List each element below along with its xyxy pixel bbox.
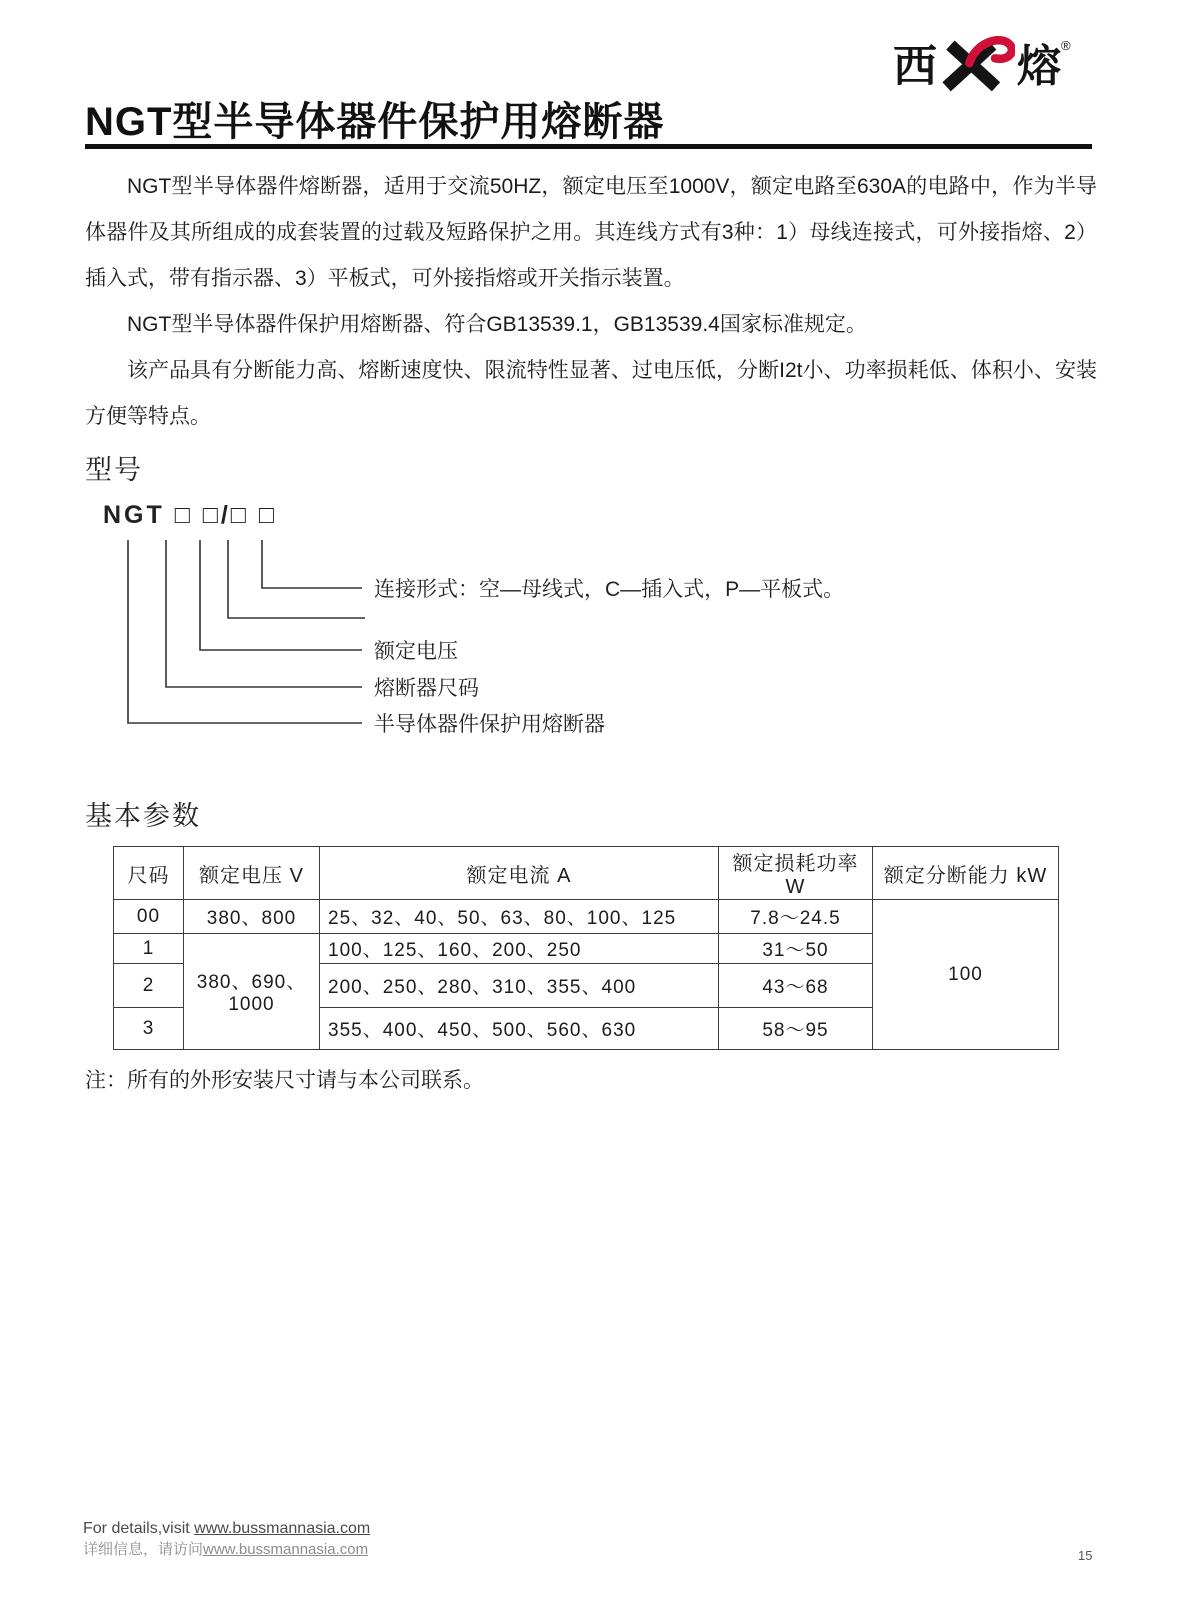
col-header-size: 尺码 [114,847,184,900]
logo-xr-monogram-icon [939,36,1015,99]
col-header-breaking-capacity: 额定分断能力 kW [873,847,1059,900]
model-code: NGT □ □/□ □ [103,501,277,529]
cell-current: 200、250、280、310、355、400 [320,964,719,1008]
cell-size: 1 [114,934,184,964]
cell-current: 25、32、40、50、63、80、100、125 [320,900,719,934]
footer-cn-link[interactable]: www.bussmannasia.com [203,1541,369,1558]
model-section-heading: 型号 [85,455,143,485]
diagram-label-product-type: 半导体器件保护用熔断器 [374,713,605,736]
cell-voltage: 380、690、1000 [184,934,320,1050]
table-note: 注：所有的外形安装尺寸请与本公司联系。 [85,1069,484,1092]
page-title: NGT型半导体器件保护用熔断器 [85,100,665,144]
col-header-current: 额定电流 A [320,847,719,900]
cell-power: 31～50 [719,934,873,964]
cell-size: 2 [114,964,184,1008]
params-section-heading: 基本参数 [85,801,201,831]
table-row [114,900,1059,934]
cell-current: 355、400、450、500、560、630 [320,1008,719,1050]
footer-en-link[interactable]: www.bussmannasia.com [194,1520,371,1537]
brand-logo [893,38,1071,96]
cell-size: 3 [114,1008,184,1050]
cell-size: 00 [114,900,184,934]
intro-paragraph-3: 该产品具有分断能力高、熔断速度快、限流特性显著、过电压低，分断I2t小、功率损耗低、体积小、安装方便等特点。 [85,359,1097,428]
intro-paragraph-1: NGT型半导体器件熔断器，适用于交流50HZ，额定电压至1000V，额定电路至630A的电路中，作为半导体器件及其所组成的成套装置的过载及短路保护之用。其连线方式有3种：1）母线连接式，可外接指熔、2）插入式，带有指示器、3）平板式，可外接指熔或开关指示装置。 [85,175,1097,290]
cell-current: 100、125、160、200、250 [320,934,719,964]
page-footer [83,1518,370,1560]
footer-cn-text: 详细信息，请访问 [83,1541,204,1558]
diagram-label-fuse-size: 熔断器尺码 [374,677,479,700]
intro-paragraph-2: NGT型半导体器件保护用熔断器、符合GB13539.1，GB13539.4国家标准规定。 [127,313,867,336]
footer-en-text: For details,visit [83,1520,195,1537]
basic-params-table [113,846,1059,1050]
page-number: 15 [1078,1548,1093,1563]
footer-line-cn [83,1539,370,1560]
col-header-voltage: 额定电压 V [184,847,320,900]
cell-power: 7.8～24.5 [719,900,873,934]
title-divider [85,144,1092,149]
cell-breaking-capacity: 100 [873,900,1059,1050]
col-header-power: 额定损耗功率 W [719,847,873,900]
footer-line-en [83,1518,370,1539]
cell-power: 43～68 [719,964,873,1008]
intro-text [85,164,1097,440]
diagram-label-connection-type: 连接形式：空—母线式，C—插入式，P—平板式。 [374,578,845,601]
table-header-row [114,847,1059,900]
cell-power: 58～95 [719,1008,873,1050]
cell-voltage: 380、800 [184,900,320,934]
logo-left-character: 西 [893,42,937,91]
registered-trademark-symbol: ® [1061,38,1071,53]
logo-right-character: 熔 [1017,42,1061,91]
diagram-label-rated-voltage: 额定电压 [374,640,458,663]
